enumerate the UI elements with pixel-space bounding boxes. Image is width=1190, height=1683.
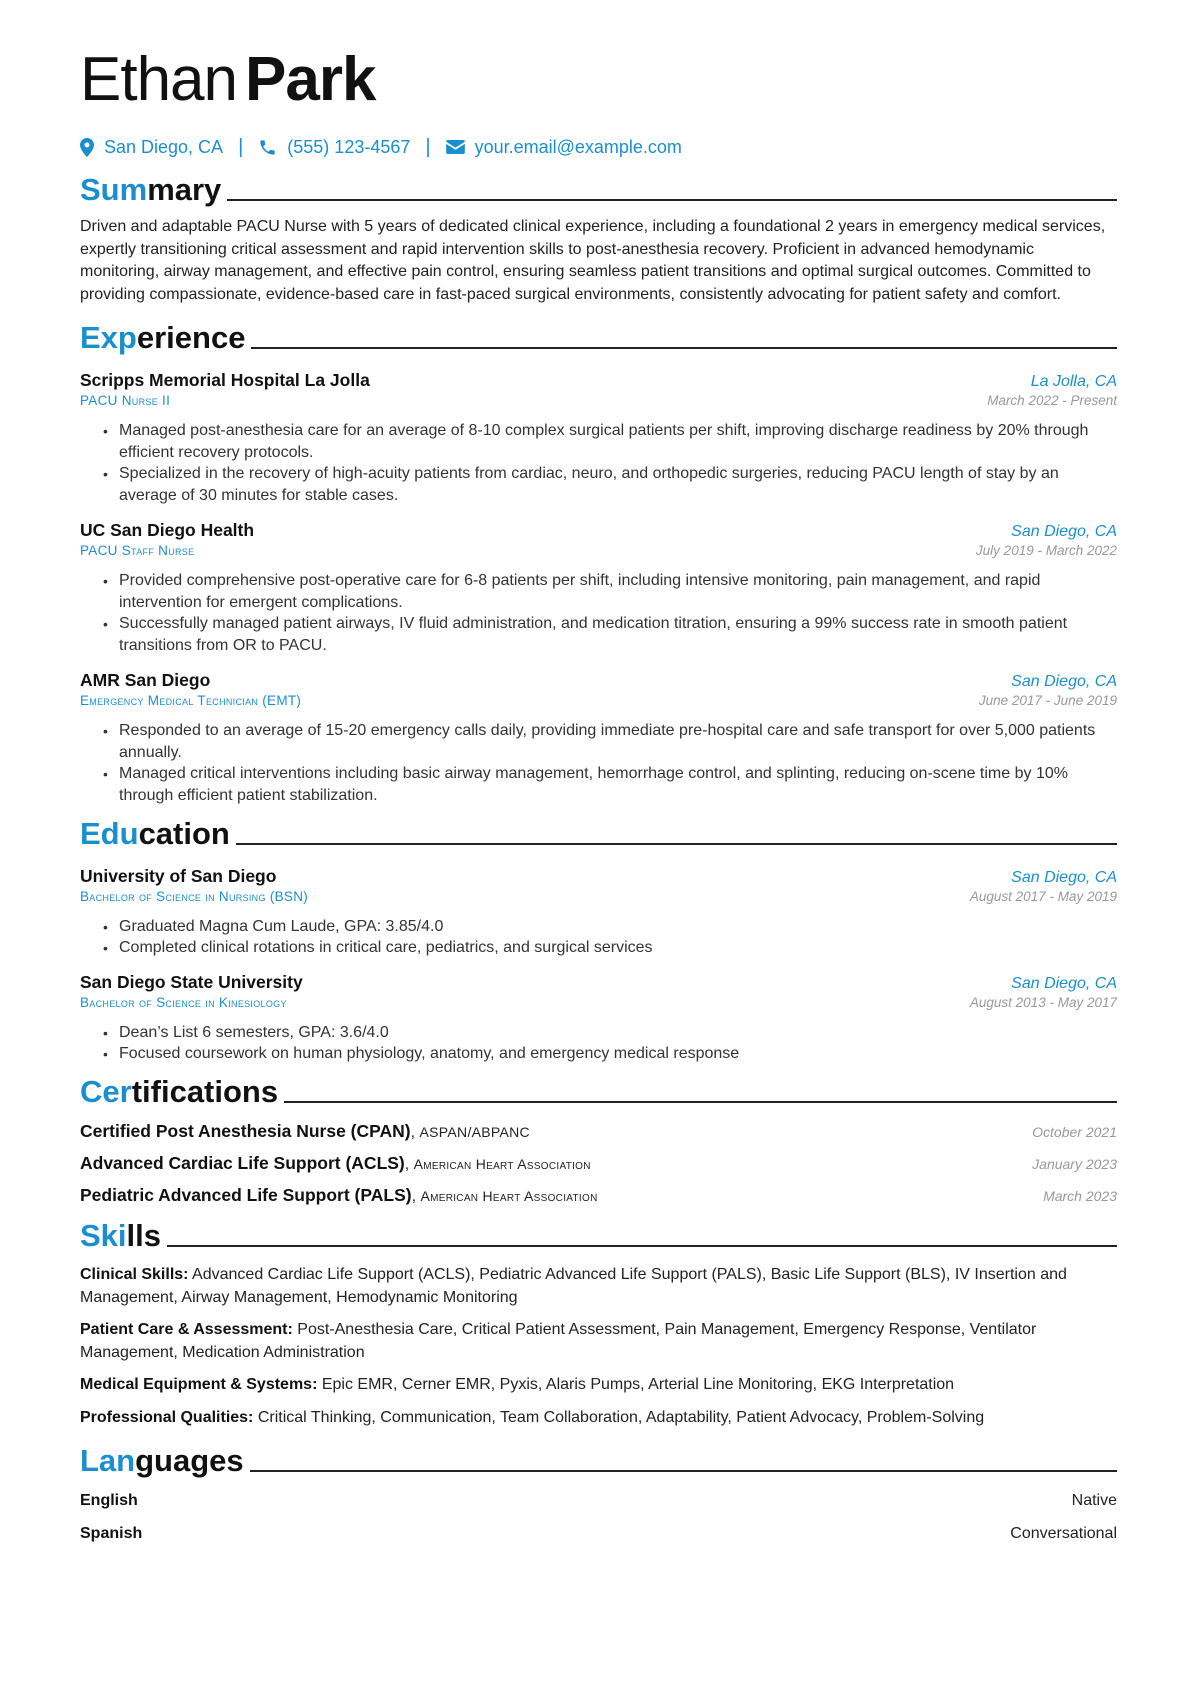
section-rule (236, 843, 1117, 845)
certification-name: Pediatric Advanced Life Support (PALS) (80, 1185, 412, 1205)
first-name: Ethan (80, 45, 238, 114)
language-name: English (80, 1492, 138, 1509)
location-text: San Diego, CA (104, 136, 224, 157)
contact-line (80, 134, 1117, 160)
candidate-name (80, 44, 1117, 116)
bullet-list (80, 420, 1117, 507)
certification-name: Advanced Cardiac Life Support (ACLS) (80, 1153, 405, 1173)
experience-heading (80, 316, 1117, 356)
school-name: San Diego State University (80, 972, 303, 992)
certification-item: Advanced Cardiac Life Support (ACLS), American Heart Association January 2023 (80, 1153, 1117, 1173)
resume-content (80, 44, 1117, 1545)
certification-name: Certified Post Anesthesia Nurse (CPAN) (80, 1121, 411, 1141)
job-title: PACU Staff Nurse (80, 543, 195, 558)
contact-location (80, 137, 223, 158)
last-name: Park (245, 45, 376, 114)
certifications-heading (80, 1070, 1117, 1110)
degree: Bachelor of Science in Nursing (BSN) (80, 889, 309, 904)
experience-entry (80, 670, 1117, 807)
bullet-item: • Provided comprehensive post-operative care for 6-8 patients per shift, including intensive monitoring, pain management, and rapid intervention for emergent complications. (119, 570, 1117, 614)
section-title: Skills (80, 1218, 161, 1253)
section-rule (167, 1245, 1117, 1247)
skill-list: Post-Anesthesia Care, Critical Patient Assessment, Pain Management, Emergency Response, Ventilator Management, Medication Administration (80, 1321, 1037, 1361)
email-text: your.email@example.com (474, 136, 682, 157)
bullet-item: • Completed clinical rotations in critical care, pediatrics, and surgical services (119, 937, 1117, 959)
skill-label: Clinical Skills: (80, 1266, 189, 1283)
entry-dates: March 2022 - Present (987, 393, 1117, 408)
languages-heading (80, 1439, 1117, 1479)
degree: Bachelor of Science in Kinesiology (80, 995, 287, 1010)
skill-group (80, 1319, 1117, 1364)
bullet-item: • Focused coursework on human physiology, anatomy, and emergency medical response (119, 1043, 1117, 1065)
contact-separator: | (425, 135, 431, 158)
summary-heading (80, 168, 1117, 208)
bullet-list (80, 720, 1117, 807)
skill-list: Critical Thinking, Communication, Team Collaboration, Adaptability, Patient Advocacy, Problem-Solving (257, 1408, 985, 1426)
skill-label: Patient Care & Assessment: (80, 1321, 293, 1338)
summary-text: Driven and adaptable PACU Nurse with 5 years of dedicated clinical experience, including a foundational 2 years in emergency medical services, expertly transitioning critical assessment and rapid intervention skills to post-anesthesia recovery. Proficient in advanced hemodynamic monitoring, airway management, and effective pain control, ensuring seamless patient transitions and optimal surgical outcomes. Committed to providing compassionate, evidence-based care in fast-paced surgical environments, consistently advocating for patient safety and comfort. (80, 218, 1106, 303)
employer-name: AMR San Diego (80, 670, 211, 690)
skill-label: Professional Qualities: (80, 1408, 254, 1426)
section-title: Experience (80, 320, 246, 355)
bullet-item: • Successfully managed patient airways, IV fluid administration, and medication titration, ensuring a 99% success rate in smooth patient transitions from OR to PACU. (119, 613, 1117, 657)
contact-separator: | (238, 135, 244, 158)
section-title: Certifications (80, 1074, 279, 1109)
section-rule (227, 199, 1117, 201)
job-title: PACU Nurse II (80, 393, 171, 408)
certification-date: January 2023 (1032, 1156, 1117, 1172)
certification-item: Pediatric Advanced Life Support (PALS), American Heart Association March 2023 (80, 1185, 1117, 1205)
skill-group (80, 1407, 1117, 1430)
language-item (80, 1523, 1117, 1545)
section-title: Languages (80, 1443, 244, 1478)
section-rule (251, 347, 1117, 349)
entry-location: San Diego, CA (1011, 869, 1117, 886)
bullet-item: • Dean’s List 6 semesters, GPA: 3.6/4.0 (119, 1022, 1117, 1044)
certification-issuer: American Heart Association (413, 1156, 591, 1172)
bullet-item: • Managed post-anesthesia care for an average of 8-10 complex surgical patients per shift, improving discharge readiness by 20% through efficient recovery protocols. (119, 420, 1117, 464)
entry-location: San Diego, CA (1011, 523, 1117, 540)
section-title: Summary (80, 172, 222, 207)
language-level: Native (1071, 1492, 1117, 1509)
employer-name: Scripps Memorial Hospital La Jolla (80, 370, 370, 390)
language-level: Conversational (1010, 1525, 1117, 1542)
section-rule (250, 1470, 1117, 1472)
entry-dates: June 2017 - June 2019 (978, 693, 1117, 708)
bullet-item: • Responded to an average of 15-20 emergency calls daily, providing immediate pre-hospital care and safe transport for over 5,000 patients annually. (119, 720, 1117, 764)
bullet-item: • Graduated Magna Cum Laude, GPA: 3.85/4.0 (119, 916, 1117, 938)
contact-phone[interactable] (258, 137, 410, 158)
certification-date: October 2021 (1032, 1124, 1117, 1140)
entry-dates: August 2017 - May 2019 (969, 889, 1117, 904)
certification-item: Certified Post Anesthesia Nurse (CPAN), ASPAN/ABPANC October 2021 (80, 1121, 1117, 1141)
skill-group (80, 1374, 1117, 1397)
bullet-list (80, 570, 1117, 657)
skills-heading (80, 1214, 1117, 1254)
envelope-icon (446, 140, 465, 154)
contact-email[interactable] (446, 137, 682, 158)
skill-label: Medical Equipment & Systems: (80, 1376, 318, 1393)
skill-list: Epic EMR, Cerner EMR, Pyxis, Alaris Pumps, Arterial Line Monitoring, EKG Interpretation (321, 1376, 955, 1393)
bullet-list (80, 1022, 1117, 1065)
education-entry (80, 972, 1117, 1065)
job-title: Emergency Medical Technician (EMT) (80, 693, 302, 708)
skill-list: Advanced Cardiac Life Support (ACLS), Pediatric Advanced Life Support (PALS), Basic Life Support (BLS), IV Insertion and Management, Airway Management, Hemodynamic Monitoring (80, 1266, 1067, 1306)
experience-entry (80, 520, 1117, 657)
bullet-list (80, 916, 1117, 959)
entry-location: San Diego, CA (1011, 975, 1117, 992)
section-title: Education (80, 816, 230, 851)
school-name: University of San Diego (80, 866, 277, 886)
certification-issuer: American Heart Association (420, 1188, 598, 1204)
education-entry (80, 866, 1117, 959)
skill-group (80, 1264, 1117, 1309)
entry-dates: July 2019 - March 2022 (975, 543, 1117, 558)
language-item (80, 1490, 1117, 1512)
language-name: Spanish (80, 1525, 143, 1542)
bullet-item: • Managed critical interventions including basic airway management, hemorrhage control, and splinting, reducing on-scene time by 10% through efficient patient stabilization. (119, 763, 1117, 807)
experience-entry (80, 370, 1117, 507)
entry-dates: August 2013 - May 2017 (969, 995, 1117, 1010)
bullet-item: • Specialized in the recovery of high-acuity patients from cardiac, neuro, and orthopedic surgeries, reducing PACU length of stay by an average of 30 minutes for stable cases. (119, 463, 1117, 507)
certification-issuer: ASPAN/ABPANC (419, 1124, 530, 1140)
phone-icon (258, 138, 277, 157)
education-heading (80, 812, 1117, 852)
entry-location: San Diego, CA (1011, 673, 1117, 690)
phone-text: (555) 123-4567 (287, 136, 411, 157)
certification-date: March 2023 (1043, 1188, 1117, 1204)
section-rule (284, 1101, 1117, 1103)
employer-name: UC San Diego Health (80, 520, 255, 540)
entry-location: La Jolla, CA (1030, 373, 1117, 390)
map-pin-icon (80, 138, 94, 157)
